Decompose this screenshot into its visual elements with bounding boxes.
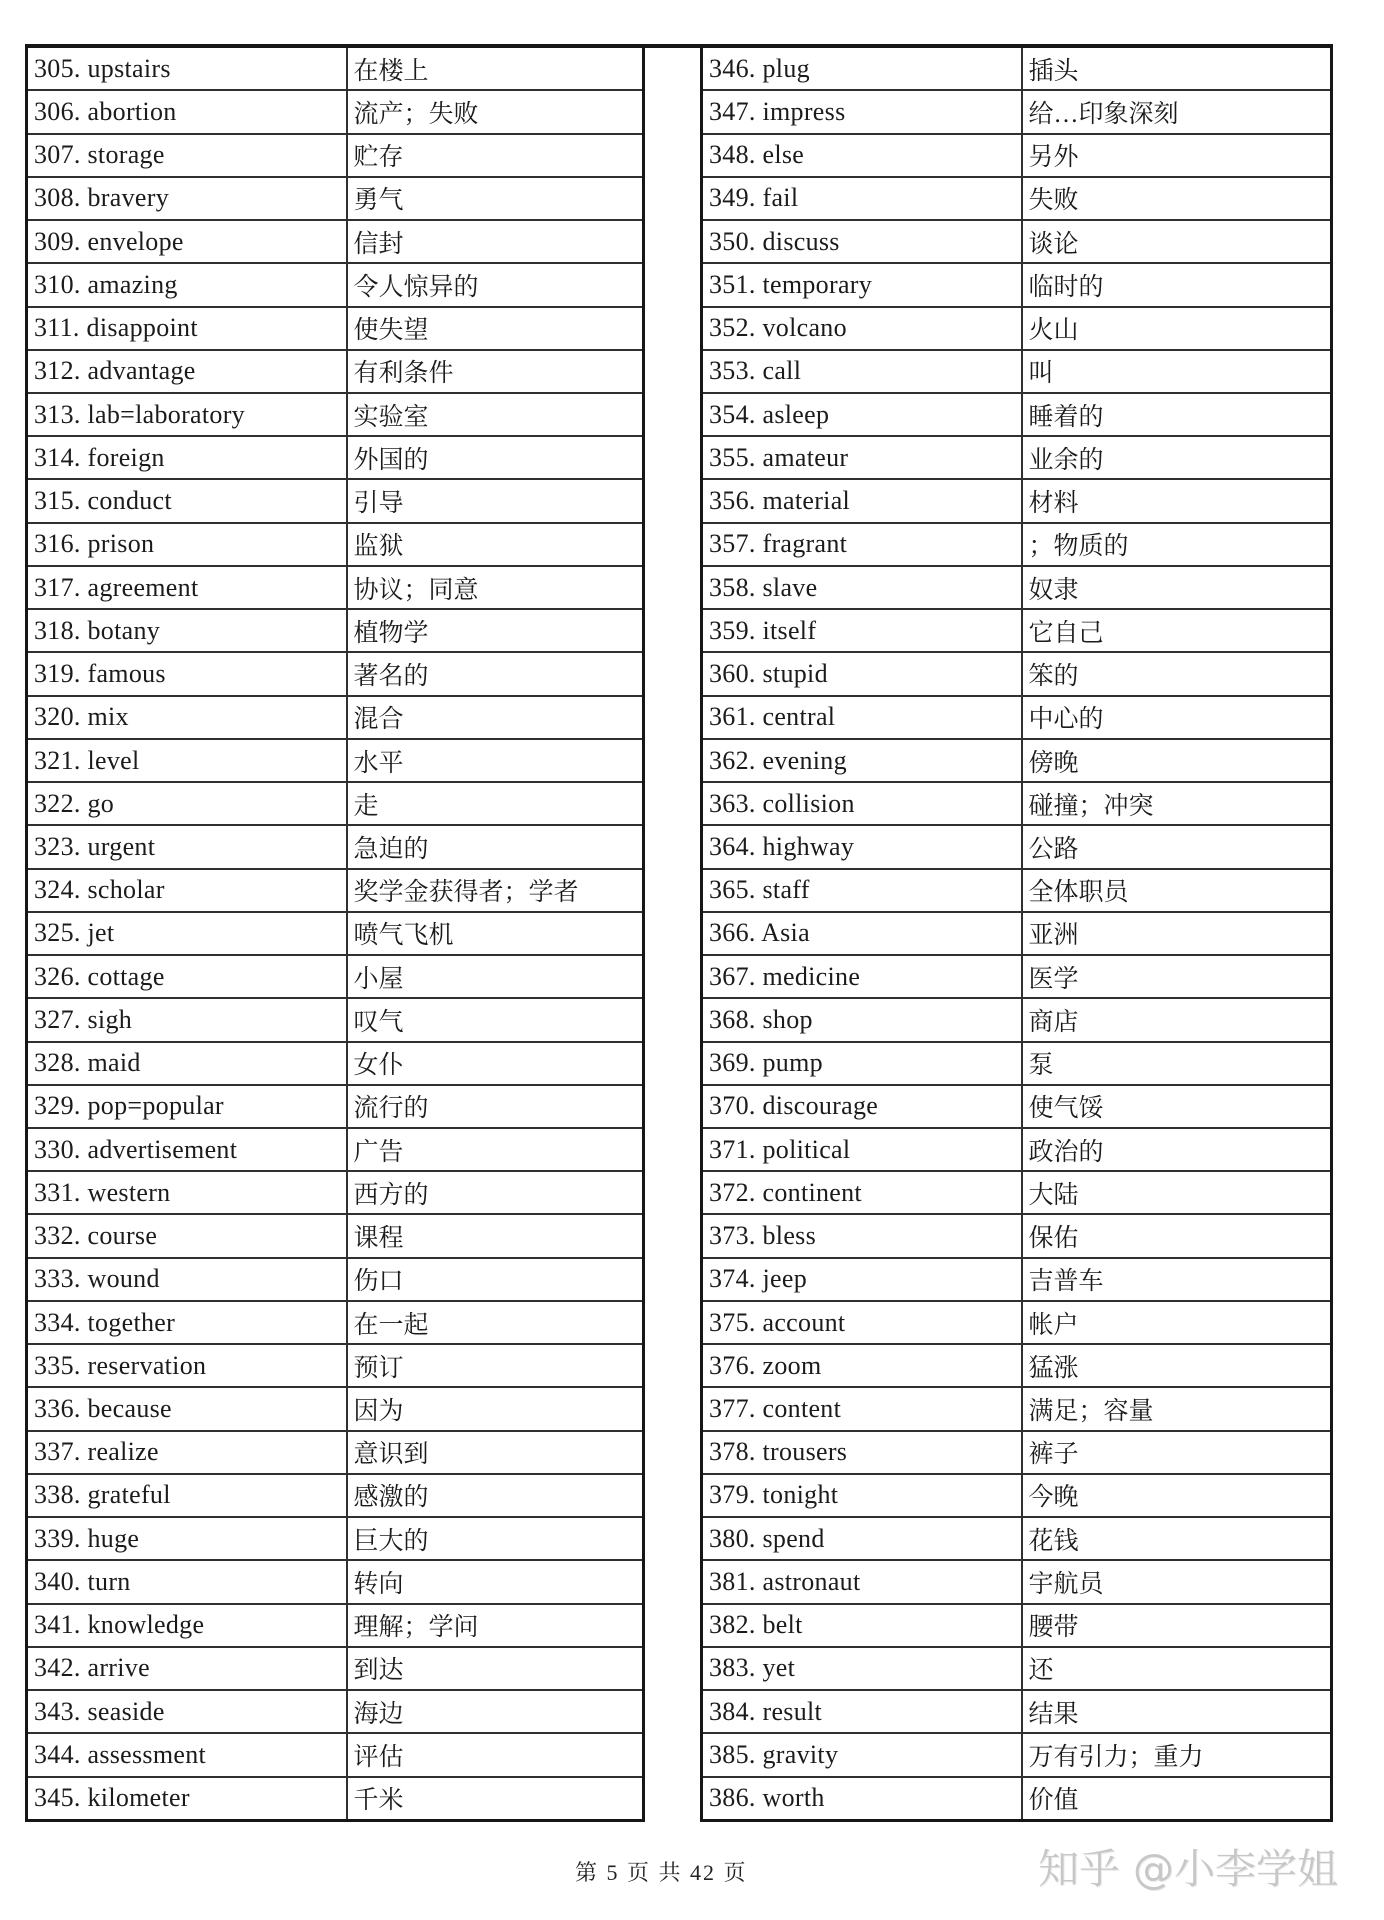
translation-cell: 结果 — [1022, 1690, 1332, 1733]
translation-cell: 喷气飞机 — [347, 912, 644, 955]
word-cell: 334. together — [27, 1301, 347, 1344]
word-cell: 328. maid — [27, 1042, 347, 1085]
word-cell: 365. staff — [702, 869, 1022, 912]
word-cell: 305. upstairs — [27, 46, 347, 90]
translation-cell: 令人惊异的 — [347, 263, 644, 306]
translation-cell: 预订 — [347, 1344, 644, 1387]
translation-cell: 使气馁 — [1022, 1085, 1332, 1128]
translation-cell: 使失望 — [347, 307, 644, 350]
word-cell: 343. seaside — [27, 1690, 347, 1733]
translation-cell: 它自己 — [1022, 609, 1332, 652]
table-row — [702, 393, 1332, 436]
table-row — [702, 1777, 1332, 1821]
table-row — [27, 177, 644, 220]
translation-cell: 意识到 — [347, 1431, 644, 1474]
word-cell: 349. fail — [702, 177, 1022, 220]
table-row — [702, 1560, 1332, 1603]
table-row — [702, 263, 1332, 306]
word-cell: 307. storage — [27, 134, 347, 177]
word-cell: 364. highway — [702, 825, 1022, 868]
table-row — [702, 1085, 1332, 1128]
translation-cell: 协议；同意 — [347, 566, 644, 609]
word-cell: 359. itself — [702, 609, 1022, 652]
word-cell: 385. gravity — [702, 1733, 1022, 1776]
page-number: 第 5 页 共 42 页 — [575, 1860, 748, 1885]
word-cell: 370. discourage — [702, 1085, 1022, 1128]
table-row — [27, 479, 644, 522]
translation-cell: 流产；失败 — [347, 90, 644, 133]
translation-cell: 混合 — [347, 696, 644, 739]
word-cell: 315. conduct — [27, 479, 347, 522]
word-cell: 381. astronaut — [702, 1560, 1022, 1603]
table-row — [702, 998, 1332, 1041]
watermark: 知乎 @小李学姐 — [1037, 1845, 1338, 1893]
table-row — [27, 1214, 644, 1257]
table-row — [27, 739, 644, 782]
word-cell: 331. western — [27, 1171, 347, 1214]
table-row — [702, 307, 1332, 350]
word-cell: 309. envelope — [27, 220, 347, 263]
translation-cell: 走 — [347, 782, 644, 825]
translation-cell: 谈论 — [1022, 220, 1332, 263]
table-row — [702, 1690, 1332, 1733]
word-cell: 374. jeep — [702, 1258, 1022, 1301]
word-cell: 367. medicine — [702, 955, 1022, 998]
table-row — [27, 263, 644, 306]
word-cell: 379. tonight — [702, 1474, 1022, 1517]
table-row — [27, 220, 644, 263]
translation-cell: 植物学 — [347, 609, 644, 652]
translation-cell: 监狱 — [347, 523, 644, 566]
word-cell: 335. reservation — [27, 1344, 347, 1387]
table-row — [27, 307, 644, 350]
word-cell: 368. shop — [702, 998, 1022, 1041]
word-cell: 316. prison — [27, 523, 347, 566]
translation-cell: 材料 — [1022, 479, 1332, 522]
table-row — [27, 1301, 644, 1344]
table-row — [702, 1431, 1332, 1474]
word-cell: 337. realize — [27, 1431, 347, 1474]
table-row — [27, 46, 644, 90]
translation-cell: 有利条件 — [347, 350, 644, 393]
word-cell: 355. amateur — [702, 436, 1022, 479]
word-cell: 333. wound — [27, 1258, 347, 1301]
word-cell: 348. else — [702, 134, 1022, 177]
translation-cell: 亚洲 — [1022, 912, 1332, 955]
word-cell: 318. botany — [27, 609, 347, 652]
translation-cell: 医学 — [1022, 955, 1332, 998]
translation-cell: 还 — [1022, 1647, 1332, 1690]
translation-cell: 中心的 — [1022, 696, 1332, 739]
table-row — [702, 955, 1332, 998]
word-cell: 311. disappoint — [27, 307, 347, 350]
word-cell: 313. lab=laboratory — [27, 393, 347, 436]
word-cell: 378. trousers — [702, 1431, 1022, 1474]
word-cell: 310. amazing — [27, 263, 347, 306]
word-cell: 336. because — [27, 1387, 347, 1430]
translation-cell: 叫 — [1022, 350, 1332, 393]
word-cell: 342. arrive — [27, 1647, 347, 1690]
translation-cell: 大陆 — [1022, 1171, 1332, 1214]
table-row — [702, 134, 1332, 177]
translation-cell: 业余的 — [1022, 436, 1332, 479]
word-cell: 345. kilometer — [27, 1777, 347, 1821]
table-row — [702, 46, 1332, 90]
word-cell: 339. huge — [27, 1517, 347, 1560]
translation-cell: 引导 — [347, 479, 644, 522]
table-row — [27, 1777, 644, 1821]
word-cell: 314. foreign — [27, 436, 347, 479]
table-row — [27, 1344, 644, 1387]
word-cell: 360. stupid — [702, 652, 1022, 695]
word-cell: 308. bravery — [27, 177, 347, 220]
table-row — [702, 1214, 1332, 1257]
word-cell: 319. famous — [27, 652, 347, 695]
word-cell: 323. urgent — [27, 825, 347, 868]
word-cell: 353. call — [702, 350, 1022, 393]
table-row — [27, 1258, 644, 1301]
translation-cell: 叹气 — [347, 998, 644, 1041]
word-cell: 358. slave — [702, 566, 1022, 609]
table-row — [702, 1647, 1332, 1690]
table-row — [702, 1128, 1332, 1171]
word-cell: 312. advantage — [27, 350, 347, 393]
table-row — [702, 523, 1332, 566]
table-row — [27, 1690, 644, 1733]
translation-cell: 在一起 — [347, 1301, 644, 1344]
translation-cell: 勇气 — [347, 177, 644, 220]
table-row — [27, 1517, 644, 1560]
vocab-table-left — [25, 44, 645, 1822]
word-cell: 322. go — [27, 782, 347, 825]
word-cell: 351. temporary — [702, 263, 1022, 306]
translation-cell: 睡着的 — [1022, 393, 1332, 436]
translation-cell: 公路 — [1022, 825, 1332, 868]
word-cell: 362. evening — [702, 739, 1022, 782]
translation-cell: 保佑 — [1022, 1214, 1332, 1257]
translation-cell: 西方的 — [347, 1171, 644, 1214]
table-row — [27, 393, 644, 436]
table-row — [702, 696, 1332, 739]
word-cell: 354. asleep — [702, 393, 1022, 436]
table-row — [27, 782, 644, 825]
translation-cell: 评估 — [347, 1733, 644, 1776]
table-row — [27, 523, 644, 566]
table-row — [702, 479, 1332, 522]
table-row — [27, 566, 644, 609]
word-cell: 363. collision — [702, 782, 1022, 825]
table-row — [27, 350, 644, 393]
word-cell: 327. sigh — [27, 998, 347, 1041]
table-row — [27, 134, 644, 177]
word-cell: 361. central — [702, 696, 1022, 739]
table-row — [27, 609, 644, 652]
word-cell: 330. advertisement — [27, 1128, 347, 1171]
word-cell: 340. turn — [27, 1560, 347, 1603]
translation-cell: 伤口 — [347, 1258, 644, 1301]
vocab-table-right-body — [702, 46, 1332, 1821]
translation-cell: 千米 — [347, 1777, 644, 1821]
translation-cell: 海边 — [347, 1690, 644, 1733]
table-row — [702, 90, 1332, 133]
translation-cell: 信封 — [347, 220, 644, 263]
translation-cell: 傍晚 — [1022, 739, 1332, 782]
translation-cell: 裤子 — [1022, 1431, 1332, 1474]
table-row — [702, 652, 1332, 695]
table-row — [27, 825, 644, 868]
translation-cell: 广告 — [347, 1128, 644, 1171]
word-cell: 329. pop=popular — [27, 1085, 347, 1128]
word-cell: 347. impress — [702, 90, 1022, 133]
word-cell: 325. jet — [27, 912, 347, 955]
word-cell: 384. result — [702, 1690, 1022, 1733]
table-row — [702, 609, 1332, 652]
table-row — [27, 696, 644, 739]
table-row — [702, 1517, 1332, 1560]
table-row — [27, 1171, 644, 1214]
table-row — [702, 739, 1332, 782]
translation-cell: 到达 — [347, 1647, 644, 1690]
table-row — [27, 652, 644, 695]
table-row — [702, 869, 1332, 912]
translation-cell: 今晚 — [1022, 1474, 1332, 1517]
table-row — [27, 1431, 644, 1474]
translation-cell: 实验室 — [347, 393, 644, 436]
vocab-table-right — [700, 44, 1333, 1822]
table-row — [27, 1604, 644, 1647]
table-row — [702, 1301, 1332, 1344]
translation-cell: 腰带 — [1022, 1604, 1332, 1647]
translation-cell: 因为 — [347, 1387, 644, 1430]
table-row — [702, 566, 1332, 609]
word-cell: 306. abortion — [27, 90, 347, 133]
translation-cell: 帐户 — [1022, 1301, 1332, 1344]
table-row — [702, 782, 1332, 825]
word-cell: 346. plug — [702, 46, 1022, 90]
table-row — [27, 912, 644, 955]
word-cell: 338. grateful — [27, 1474, 347, 1517]
word-cell: 320. mix — [27, 696, 347, 739]
translation-cell: 奖学金获得者；学者 — [347, 869, 644, 912]
translation-cell: 著名的 — [347, 652, 644, 695]
word-cell: 375. account — [702, 1301, 1022, 1344]
word-cell: 324. scholar — [27, 869, 347, 912]
translation-cell: 碰撞；冲突 — [1022, 782, 1332, 825]
table-row — [702, 1604, 1332, 1647]
translation-cell: 商店 — [1022, 998, 1332, 1041]
table-row — [702, 1474, 1332, 1517]
word-cell: 380. spend — [702, 1517, 1022, 1560]
translation-cell: 泵 — [1022, 1042, 1332, 1085]
translation-cell: 流行的 — [347, 1085, 644, 1128]
translation-cell: 小屋 — [347, 955, 644, 998]
table-row — [702, 1733, 1332, 1776]
table-row — [27, 436, 644, 479]
word-cell: 371. political — [702, 1128, 1022, 1171]
word-cell: 332. course — [27, 1214, 347, 1257]
translation-cell: 宇航员 — [1022, 1560, 1332, 1603]
word-cell: 350. discuss — [702, 220, 1022, 263]
word-cell: 326. cottage — [27, 955, 347, 998]
translation-cell: 临时的 — [1022, 263, 1332, 306]
translation-cell: 在楼上 — [347, 46, 644, 90]
translation-cell: 花钱 — [1022, 1517, 1332, 1560]
table-row — [702, 1042, 1332, 1085]
word-cell: 373. bless — [702, 1214, 1022, 1257]
translation-cell: 给…印象深刻 — [1022, 90, 1332, 133]
word-cell: 356. material — [702, 479, 1022, 522]
table-row — [702, 1171, 1332, 1214]
table-row — [702, 1258, 1332, 1301]
word-cell: 317. agreement — [27, 566, 347, 609]
translation-cell: 笨的 — [1022, 652, 1332, 695]
translation-cell: 火山 — [1022, 307, 1332, 350]
translation-cell: 插头 — [1022, 46, 1332, 90]
word-cell: 376. zoom — [702, 1344, 1022, 1387]
word-cell: 352. volcano — [702, 307, 1022, 350]
table-row — [27, 1128, 644, 1171]
translation-cell: 另外 — [1022, 134, 1332, 177]
translation-cell: 女仆 — [347, 1042, 644, 1085]
table-row — [27, 1042, 644, 1085]
table-row — [27, 998, 644, 1041]
word-cell: 321. level — [27, 739, 347, 782]
table-row — [702, 1387, 1332, 1430]
translation-cell: 课程 — [347, 1214, 644, 1257]
table-row — [27, 1647, 644, 1690]
translation-cell: 急迫的 — [347, 825, 644, 868]
word-cell: 369. pump — [702, 1042, 1022, 1085]
word-cell: 344. assessment — [27, 1733, 347, 1776]
translation-cell: 巨大的 — [347, 1517, 644, 1560]
table-row — [702, 177, 1332, 220]
vocab-table-left-body — [27, 46, 644, 1821]
table-row — [27, 1387, 644, 1430]
word-cell: 341. knowledge — [27, 1604, 347, 1647]
table-row — [702, 220, 1332, 263]
translation-cell: 感激的 — [347, 1474, 644, 1517]
translation-cell: 价值 — [1022, 1777, 1332, 1821]
translation-cell: 理解；学问 — [347, 1604, 644, 1647]
translation-cell: 失败 — [1022, 177, 1332, 220]
table-row — [27, 869, 644, 912]
table-row — [702, 825, 1332, 868]
translation-cell: 外国的 — [347, 436, 644, 479]
word-cell: 382. belt — [702, 1604, 1022, 1647]
translation-cell: 万有引力；重力 — [1022, 1733, 1332, 1776]
table-row — [702, 350, 1332, 393]
translation-cell: ；物质的 — [1022, 523, 1332, 566]
translation-cell: 政治的 — [1022, 1128, 1332, 1171]
table-row — [27, 955, 644, 998]
table-row — [702, 1344, 1332, 1387]
word-cell: 377. content — [702, 1387, 1022, 1430]
word-cell: 366. Asia — [702, 912, 1022, 955]
translation-cell: 吉普车 — [1022, 1258, 1332, 1301]
table-row — [27, 1560, 644, 1603]
translation-cell: 全体职员 — [1022, 869, 1332, 912]
table-row — [27, 90, 644, 133]
table-row — [702, 912, 1332, 955]
table-row — [27, 1085, 644, 1128]
translation-cell: 水平 — [347, 739, 644, 782]
table-row — [27, 1474, 644, 1517]
word-cell: 383. yet — [702, 1647, 1022, 1690]
word-cell: 386. worth — [702, 1777, 1022, 1821]
translation-cell: 奴隶 — [1022, 566, 1332, 609]
translation-cell: 转向 — [347, 1560, 644, 1603]
translation-cell: 满足；容量 — [1022, 1387, 1332, 1430]
table-row — [702, 436, 1332, 479]
word-cell: 372. continent — [702, 1171, 1022, 1214]
translation-cell: 猛涨 — [1022, 1344, 1332, 1387]
table-row — [27, 1733, 644, 1776]
word-cell: 357. fragrant — [702, 523, 1022, 566]
translation-cell: 贮存 — [347, 134, 644, 177]
